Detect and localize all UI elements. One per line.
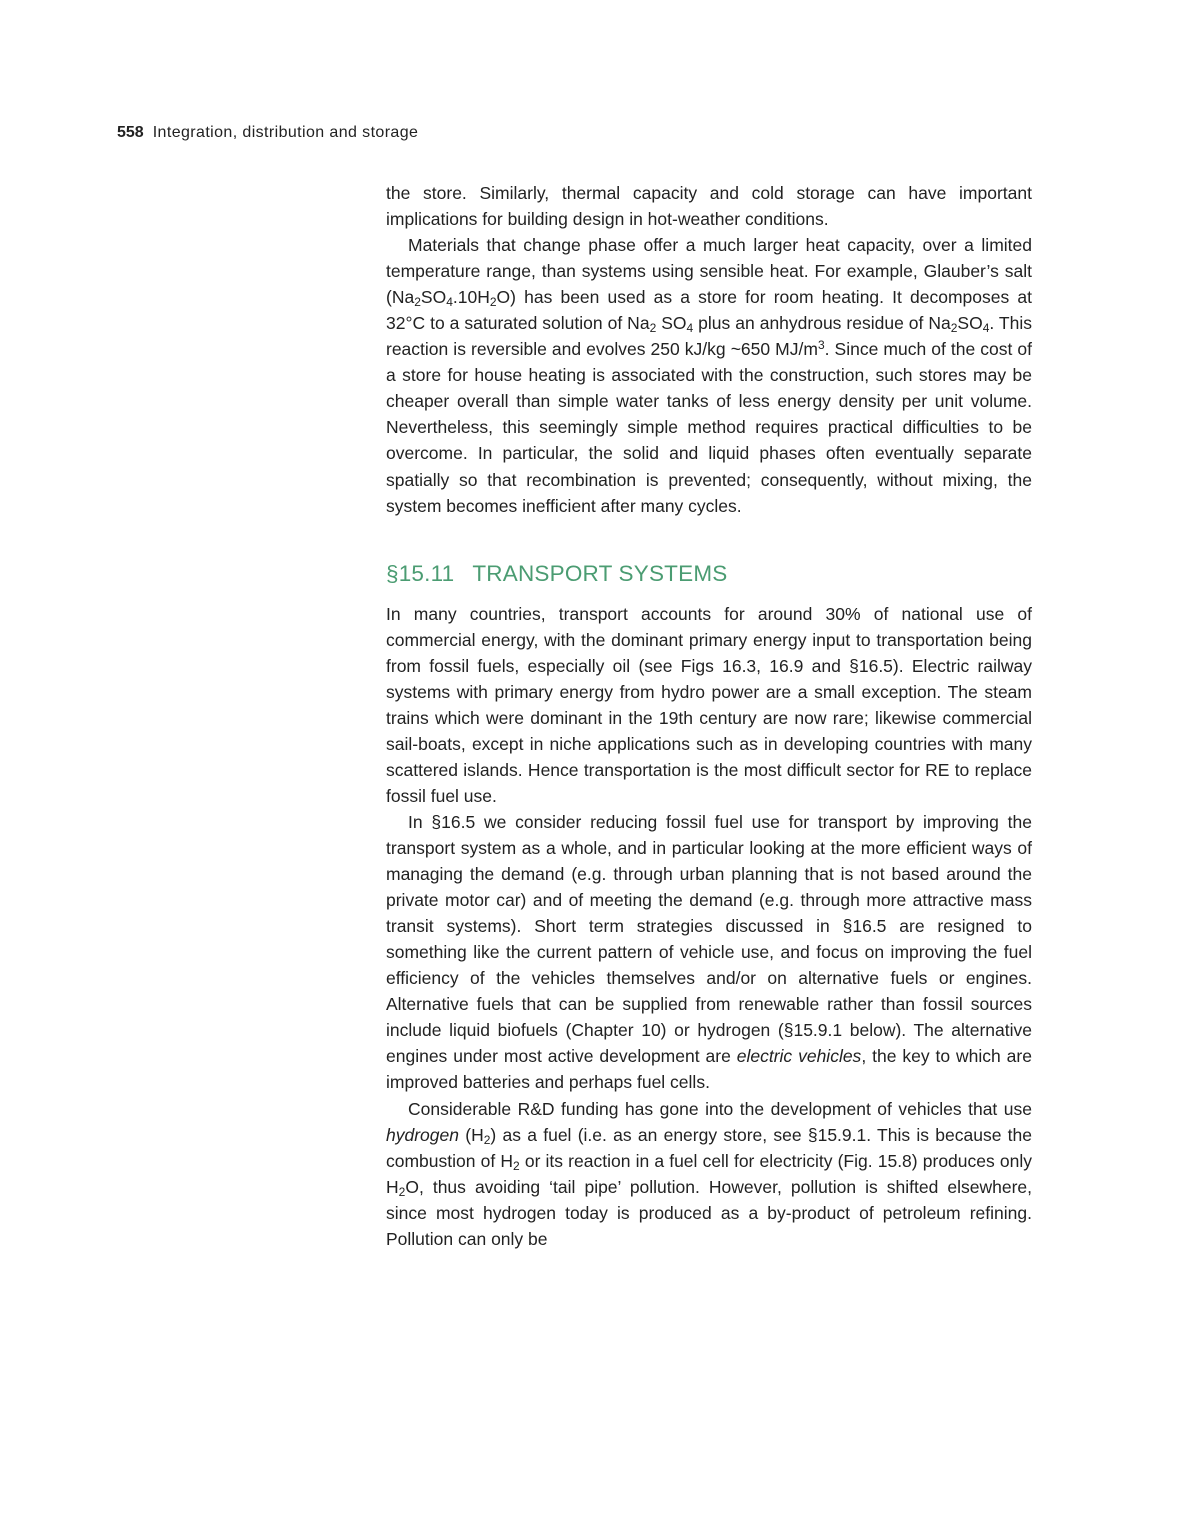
subscript: 2 bbox=[950, 321, 958, 336]
subscript: 4 bbox=[446, 295, 453, 310]
paragraph-continuation: the store. Similarly, thermal capacity and cold storage can have important implications for building design in hot-weather conditions. bbox=[386, 183, 1032, 230]
emphasis-hydrogen: hydrogen bbox=[386, 1124, 459, 1145]
subscript: 4 bbox=[982, 321, 990, 336]
subscript: 2 bbox=[649, 321, 657, 336]
page-number: 558 bbox=[117, 124, 144, 141]
section-heading bbox=[386, 559, 1032, 589]
section-number: §15.11 bbox=[386, 560, 455, 586]
subscript: 2 bbox=[483, 1132, 491, 1147]
running-head-title: Integration, distribution and storage bbox=[152, 124, 419, 141]
paragraph-transport-1: In many countries, transport accounts for around 30% of national use of commercial energy, with the dominant primary energy input to transportation being from fossil fuels, especially oil (see Figs 16.3, 16.9 and §16.5). Electric railway systems with primary energy from hydro power are a small exception. The steam trains which were dominant in the 19th century are now rare; likewise commercial sail-boats, except in niche applications such as in developing countries with many scattered islands. Hence transportation is the most difficult sector for RE to replace fossil fuel use. bbox=[386, 603, 1032, 806]
section-title: TRANSPORT SYSTEMS bbox=[472, 560, 728, 586]
running-head bbox=[117, 122, 418, 144]
paragraph-phase-change: Materials that change phase offer a much larger heat capacity, over a limited temperature range, than systems using sensible heat. For example, Glauber’s salt $(Na_2SO_4.10H_2O)$ has been used as a store for room heating. It decomposes at 32°C to a saturated solution of $Na_2$ $SO_4$ plus an anhydrous residue of $Na_2SO_4$. This reaction is reversible and evolves 250 kJ/kg ~650 $MJ/m^3$. Since much of the cost of a store for house heating is associated with the construction, such stores may be cheaper overall than simple water tanks of less energy density per unit volume. Nevertheless, this seemingly simple method requires practical difficulties to be overcome. In particular, the solid and liquid phases often eventually separate spatially so that recombination is prevented; consequently, without mixing, the system becomes inefficient after many cycles. bbox=[386, 235, 1033, 516]
superscript: 3 bbox=[817, 338, 825, 353]
body-text-column bbox=[386, 180, 1032, 1252]
emphasis-electric-vehicles: electric vehicles bbox=[736, 1046, 862, 1067]
subscript: 2 bbox=[414, 295, 421, 310]
paragraph-transport-3: Considerable R&D funding has gone into the development of vehicles that use hydrogen $(H_2)$ as a fuel (i.e. as an energy store, see §15.9.1. This is because the combustion of $H_2$ or its reaction in a fuel cell for electricity (Fig. 15.8) produces only $H_2O$, thus avoiding ‘tail pipe’ pollution. However, pollution is shifted elsewhere, since most hydrogen today is produced as a by-product of petroleum refining. Pollution can only be bbox=[386, 1098, 1033, 1249]
paragraph-transport-2: In §16.5 we consider reducing fossil fuel use for transport by improving the transport system as a whole, and in particular looking at the more efficient ways of managing the demand (e.g. through urban planning that is not based around the private motor car) and of meeting the demand (e.g. through more attractive mass transit systems). Short term strategies discussed in §16.5 are resigned to something like the current pattern of vehicle use, and focus on improving the fuel efficiency of the vehicles themselves and/or on alternative fuels or engines. Alternative fuels that can be supplied from renewable rather than fossil sources include liquid biofuels (Chapter 10) or hydrogen (§15.9.1 below). The alternative engines under most active development are electric vehicles, the key to which are improved batteries and perhaps fuel cells. bbox=[386, 811, 1032, 1093]
subscript: 2 bbox=[489, 295, 497, 310]
subscript: 2 bbox=[398, 1184, 406, 1199]
subscript: 2 bbox=[513, 1158, 520, 1173]
subscript: 4 bbox=[686, 321, 694, 336]
